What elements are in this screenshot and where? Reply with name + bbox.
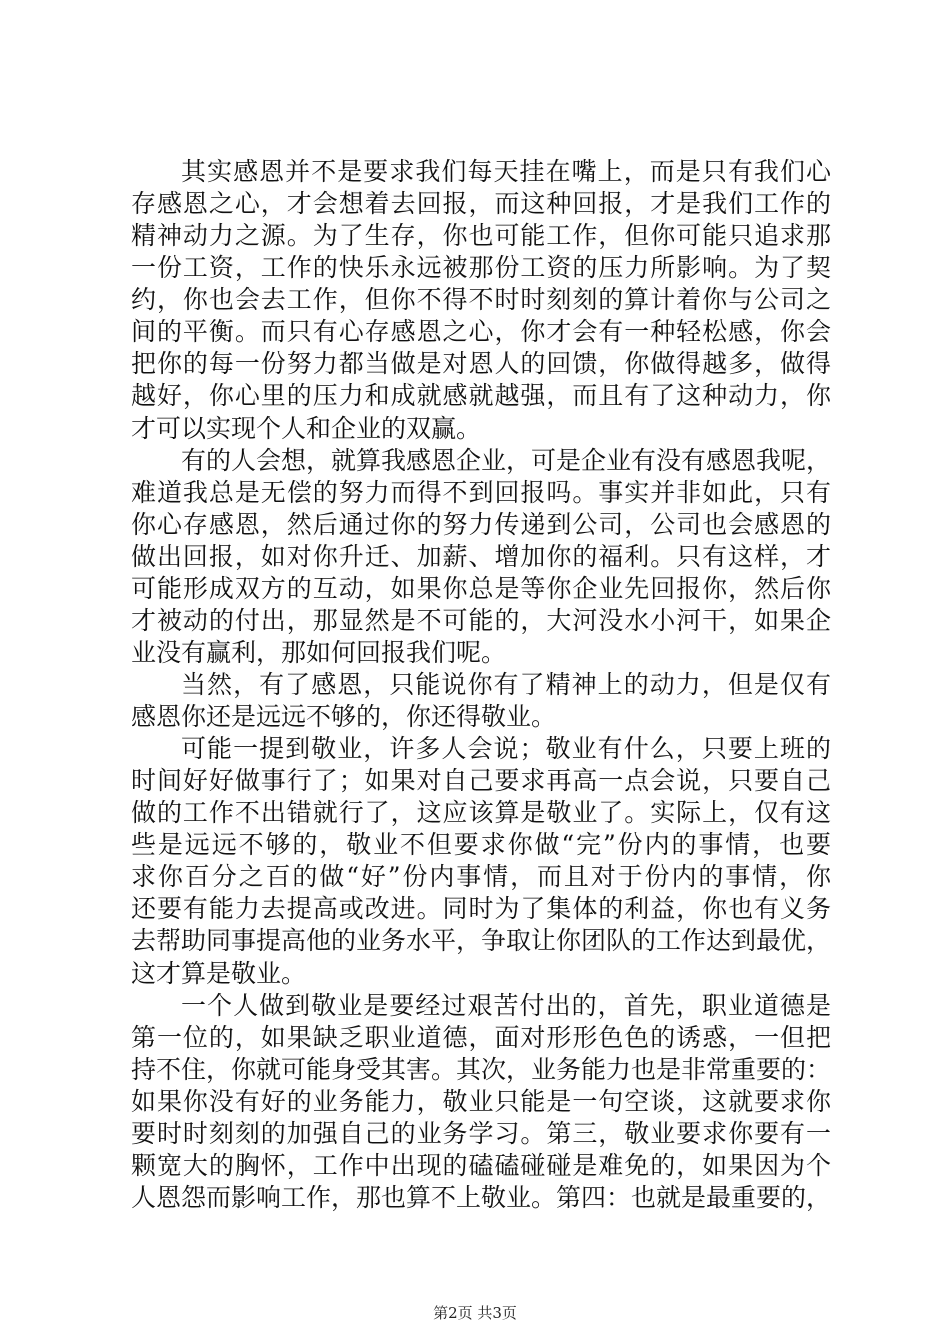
paragraph-2-line-7: 业没有赢利，那如何回报我们呢。 <box>131 637 507 667</box>
paragraph-4-line-2: 时间好好做事行了；如果对自己要求再高一点会说，只要自己 <box>131 766 831 796</box>
paragraph-1-line-1: 其实感恩并不是要求我们每天挂在嘴上，而是只有我们心 <box>181 157 831 186</box>
paragraph-2-line-5: 可能形成双方的互动，如果你总是等你企业先回报你，然后你 <box>131 573 831 603</box>
paragraph-5-line-3: 持不住，你就可能身受其害。其次，业务能力也是非常重要的： <box>131 1054 832 1084</box>
paragraph-2-line-3: 你心存感恩，然后通过你的努力传递到公司，公司也会感恩的 <box>131 509 831 539</box>
paragraph-5-line-6: 颗宽大的胸怀，工作中出现的磕磕碰碰是难免的，如果因为个 <box>131 1150 831 1180</box>
paragraph-3-line-2: 感恩你还是远远不够的，你还得敬业。 <box>131 702 557 731</box>
paragraph-1-line-8: 越好，你心里的压力和成就感就越强，而且有了这种动力，你 <box>131 381 831 411</box>
page-footer: 第2页 共3页 <box>433 1304 517 1322</box>
paragraph-1-line-5: 约，你也会去工作，但你不得不时时刻刻的算计着你与公司之 <box>131 285 831 315</box>
paragraph-4-line-5: 求你百分之百的做“好”份内事情，而且对于份内的事情，你 <box>131 862 831 892</box>
paragraph-1-line-6: 间的平衡。而只有心存感恩之心，你才会有一种轻松感，你会 <box>131 317 831 347</box>
paragraph-5-line-5: 要时时刻刻的加强自己的业务学习。第三，敬业要求你要有一 <box>131 1118 831 1148</box>
paragraph-2-line-4: 做出回报，如对你升迁、加薪、增加你的福利。只有这样，才 <box>131 541 831 571</box>
paragraph-4-line-7: 去帮助同事提高他的业务水平，争取让你团队的工作达到最优， <box>131 926 832 956</box>
paragraph-4-line-3: 做的工作不出错就行了，这应该算是敬业了。实际上，仅有这 <box>131 798 831 828</box>
paragraph-5-line-1: 一个人做到敬业是要经过艰苦付出的，首先，职业道德是 <box>181 990 831 1020</box>
paragraph-1-line-4: 一份工资，工作的快乐永远被那份工资的压力所影响。为了契 <box>131 253 831 283</box>
paragraph-4-line-8: 这才算是敬业。 <box>131 958 307 988</box>
paragraph-3-line-1: 当然，有了感恩，只能说你有了精神上的动力，但是仅有 <box>181 670 831 699</box>
paragraph-4-line-1: 可能一提到敬业，许多人会说；敬业有什么，只要上班的 <box>181 734 831 764</box>
paragraph-2-line-2: 难道我总是无偿的努力而得不到回报吗。事实并非如此，只有 <box>131 477 831 507</box>
paragraph-4-line-6: 还要有能力去提高或改进。同时为了集体的利益，你也有义务 <box>131 894 831 924</box>
paragraph-1-line-7: 把你的每一份努力都当做是对恩人的回馈，你做得越多，做得 <box>131 349 831 379</box>
paragraph-1-line-3: 精神动力之源。为了生存，你也可能工作，但你可能只追求那 <box>131 221 831 251</box>
paragraph-5-line-4: 如果你没有好的业务能力，敬业只能是一句空谈，这就要求你 <box>131 1086 831 1116</box>
paragraph-1-line-2: 存感恩之心，才会想着去回报，而这种回报，才是我们工作的 <box>131 189 831 219</box>
paragraph-2-line-6: 才被动的付出，那显然是不可能的，大河没水小河干，如果企 <box>131 605 831 635</box>
paragraph-5-line-7: 人恩怨而影响工作，那也算不上敬业。第四：也就是最重要的， <box>131 1182 832 1212</box>
paragraph-2-line-1: 有的人会想，就算我感恩企业，可是企业有没有感恩我呢， <box>181 445 832 475</box>
paragraph-1-line-9: 才可以实现个人和企业的双赢。 <box>131 413 482 443</box>
paragraph-4-line-4: 些是远远不够的，敬业不但要求你做“完”份内的事情，也要 <box>131 830 831 860</box>
paragraph-5-line-2: 第一位的，如果缺乏职业道德，面对形形色色的诱惑，一但把 <box>131 1022 831 1052</box>
